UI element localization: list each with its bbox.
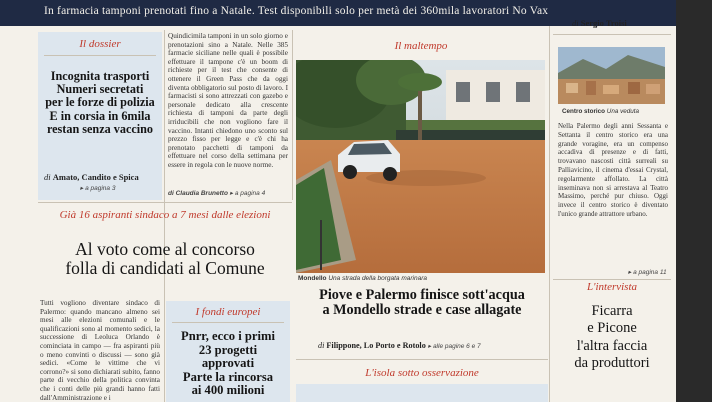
dossier-headline[interactable] xyxy=(38,70,162,136)
maltempo-headline-line: a Mondello strade e case allagate xyxy=(322,302,522,319)
divider xyxy=(44,55,156,56)
maltempo-label: Il maltempo xyxy=(394,40,448,52)
page-arrow-icon: ▸ xyxy=(628,269,632,276)
fondi-headline-line: approvati xyxy=(201,356,255,371)
fondi-headline[interactable] xyxy=(166,330,290,398)
dossier-headline-line: E in corsia in 6mila xyxy=(49,108,151,123)
column-rule xyxy=(292,30,293,200)
fondi-headline-line: ai 400 milioni xyxy=(191,383,265,398)
isola-label: L'isola sotto osservazione xyxy=(365,367,479,379)
dossier-headline-line: Numeri secretati xyxy=(56,82,144,97)
divider xyxy=(38,202,292,203)
elezioni-article-text: Tutti vogliono diventare sindaco di Palermo: quando mancano almeno sei mesi alle elezioni comunali e le qualificazioni sono al momento sedici, la successione di Leoluca Orlando è cominciata in campo — fra aspiranti più o meno convinti o discussi — sono già sedici. «Come le vittime che vi corrono?» si sono dichiarati subito, fanno parte di vecchio della politica convinta che i conti delle più grandi hanno fatti dall'Amministrazione e i xyxy=(40,299,160,402)
column-rule xyxy=(549,26,550,402)
intervista-headline-line: l'altra faccia xyxy=(576,337,648,354)
intervista-headline-line: e Picone xyxy=(587,320,637,337)
intervista-headline-line: da produttori xyxy=(574,355,650,372)
page-arrow-icon: ▸ xyxy=(427,343,432,350)
dossier-byline: di Amato, Candito e Spica xyxy=(44,172,139,182)
maltempo-headline[interactable] xyxy=(296,288,548,319)
divider xyxy=(172,322,284,323)
right-page-ref[interactable]: ▸ a pagina 11 xyxy=(628,269,667,276)
dossier-label: Il dossier xyxy=(79,38,121,50)
right-header-strip xyxy=(553,0,671,12)
elezioni-headline-line: Al voto come al concorso xyxy=(75,239,255,259)
maltempo-headline-line: Piove e Palermo finisce sott'acqua xyxy=(319,287,525,303)
fondi-headline-line: Parte la rincorsa xyxy=(182,369,274,384)
elezioni-headline-line: folla di candidati al Comune xyxy=(65,257,265,278)
maltempo-byline[interactable]: di Filippone, Lo Porto e Rotolo ▸ alle pagine 6 e 7 xyxy=(318,341,481,350)
city-photo-caption: Centro storico Una veduta xyxy=(562,108,640,115)
page-edge xyxy=(676,0,712,402)
right-article-text: Nella Palermo degli anni Sessanta e Settanta il centro storico era una grande voragine, era un compenso accadiva di presenze e di fatti, trovavano nascosti città surreali su Palliavicino, il cinema d'essai Crystal, regolarmente affollato. La città inseminava non si arrestava al Teatro Massimo, perché pur chiuso. Oggi invece il centro storico è diventato l'unico grande attrattore urbano. xyxy=(558,122,668,218)
intervista-label: L'intervista xyxy=(586,281,638,293)
fondi-headline-line: 23 progetti xyxy=(198,342,258,357)
elezioni-label: Già 16 aspiranti sindaco a 7 mesi dalle elezioni xyxy=(59,209,271,221)
divider xyxy=(296,359,548,360)
intervista-headline-line: Ficarra xyxy=(591,303,633,319)
intervista-headline[interactable] xyxy=(553,303,671,373)
elezioni-headline[interactable] xyxy=(34,240,296,278)
dossier-page-ref[interactable]: ▸ a pagina 3 xyxy=(80,185,116,192)
isola-box xyxy=(296,384,548,402)
top-banner-text: In farmacia tamponi prenotati fino a Natale. Test disponibili solo per metà dei 360mila lavoratori No Vax xyxy=(44,5,549,17)
fondi-headline-line: Pnrr, ecco i primi xyxy=(181,329,275,343)
dossier-headline-line: Incognita trasporti xyxy=(50,69,150,83)
photo-caption: Mondello Una strada della borgata marinara xyxy=(298,275,427,282)
page-arrow-icon: ▸ xyxy=(229,190,234,197)
flooded-street-photo xyxy=(296,60,545,273)
divider xyxy=(553,279,671,280)
palermo-city-photo xyxy=(558,47,665,104)
page-arrow-icon: ▸ xyxy=(80,185,84,192)
divider xyxy=(553,34,671,35)
dossier-headline-line: per le forze di polizia xyxy=(45,95,155,110)
tamponi-article-text: Quindicimila tamponi in un solo giorno e prenotazioni sino a Natale. Nelle 385 farmacie siciliane nelle quali è possibile effettuare il tampone c'è un boom di richieste per il test che consente di ottenere il Green Pass che da oggi diventa obbligatorio sul posto di lavoro. I farmacisti si sono attrezzati con gazebo e personale dedicato alla crescente richiesta di tamponi da parte degli irriducibili che non vogliono fare il vaccino. Intanti chiedono uno sconto sul prezzo fisso per legge e c'è chi ha prenotato pacchetti di tamponi da effettuare nel corso della settimana per essere in regola con le nuove norme. xyxy=(168,32,288,169)
tamponi-byline[interactable]: di Claudia Brunetto ▸ a pagina 4 xyxy=(168,190,266,197)
dossier-headline-line: restan senza vaccino xyxy=(46,121,154,136)
right-byline: di Sergio Troisi xyxy=(572,18,627,28)
fondi-label: I fondi europei xyxy=(195,306,261,318)
